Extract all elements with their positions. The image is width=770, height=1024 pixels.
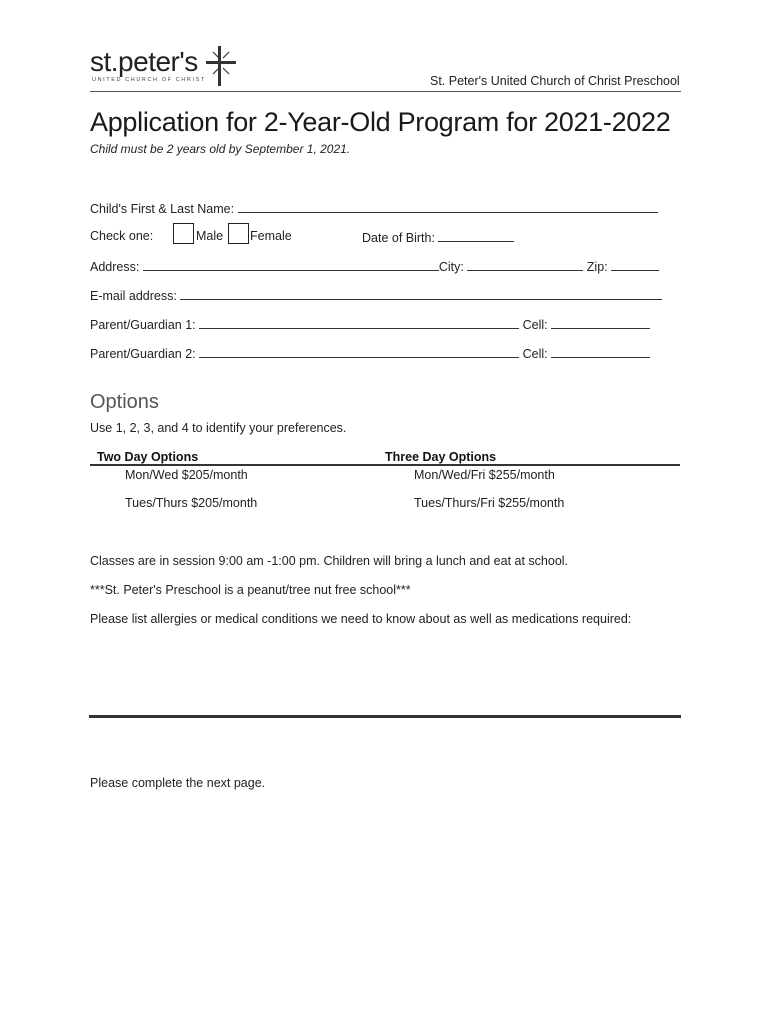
male-checkbox[interactable] — [173, 223, 194, 244]
options-instructions: Use 1, 2, 3, and 4 to identify your preferences. — [90, 421, 347, 435]
allergies-answer-line[interactable] — [89, 715, 681, 718]
address-field[interactable] — [143, 258, 439, 271]
child-name-label: Child's First & Last Name: — [90, 202, 235, 216]
session-note: Classes are in session 9:00 am -1:00 pm. Children will bring a lunch and eat at school. — [90, 554, 569, 568]
email-field[interactable] — [180, 287, 662, 300]
option-mon-wed[interactable]: Mon/Wed $205/month — [125, 468, 248, 482]
options-heading: Options — [90, 391, 159, 413]
logo-subtitle: UNITED CHURCH OF CHRIST — [92, 77, 206, 83]
logo-wordmark: st.peter's — [90, 46, 198, 77]
next-page-note: Please complete the next page. — [90, 776, 266, 790]
organization-name: St. Peter's United Church of Christ Preschool — [430, 74, 680, 88]
female-checkbox[interactable] — [228, 223, 249, 244]
dob-label: Date of Birth: — [362, 231, 435, 245]
parent2-cell-field[interactable] — [551, 345, 650, 358]
two-day-header: Two Day Options — [97, 450, 199, 464]
cross-logo-icon — [203, 44, 239, 88]
options-table-rule — [90, 464, 680, 466]
child-name-field[interactable] — [238, 200, 658, 213]
email-label: E-mail address: — [90, 289, 177, 303]
parent2-label: Parent/Guardian 2: — [90, 347, 196, 361]
parent1-cell-field[interactable] — [551, 316, 650, 329]
parent1-cell-label: Cell: — [522, 318, 548, 332]
parent2-row — [90, 345, 650, 361]
city-field[interactable] — [467, 258, 583, 271]
dob-row — [362, 229, 514, 245]
city-label: City: — [438, 260, 464, 274]
parent1-row — [90, 316, 650, 332]
page-title: Application for 2-Year-Old Program for 2021-2022 — [90, 107, 671, 137]
three-day-header: Three Day Options — [385, 450, 497, 464]
zip-field[interactable] — [611, 258, 659, 271]
female-label: Female — [250, 229, 292, 243]
parent1-field[interactable] — [199, 316, 519, 329]
parent2-field[interactable] — [199, 345, 519, 358]
page-subtitle: Child must be 2 years old by September 1, 2021. — [90, 142, 351, 156]
option-mon-wed-fri[interactable]: Mon/Wed/Fri $255/month — [414, 468, 555, 482]
parent2-cell-label: Cell: — [522, 347, 548, 361]
address-row — [90, 258, 659, 274]
header-rule — [90, 91, 681, 92]
option-tues-thurs[interactable]: Tues/Thurs $205/month — [125, 496, 258, 510]
male-label: Male — [196, 229, 224, 243]
allergies-prompt: Please list allergies or medical conditions we need to know about as well as medications required: — [90, 612, 632, 626]
option-tues-thurs-fri[interactable]: Tues/Thurs/Fri $255/month — [414, 496, 565, 510]
nut-free-note: ***St. Peter's Preschool is a peanut/tree nut free school*** — [90, 583, 411, 597]
child-name-row — [90, 200, 658, 216]
address-label: Address: — [90, 260, 140, 274]
zip-label: Zip: — [586, 260, 608, 274]
parent1-label: Parent/Guardian 1: — [90, 318, 196, 332]
dob-field[interactable] — [438, 229, 514, 242]
email-row — [90, 287, 662, 303]
check-one-label: Check one: — [90, 229, 154, 243]
